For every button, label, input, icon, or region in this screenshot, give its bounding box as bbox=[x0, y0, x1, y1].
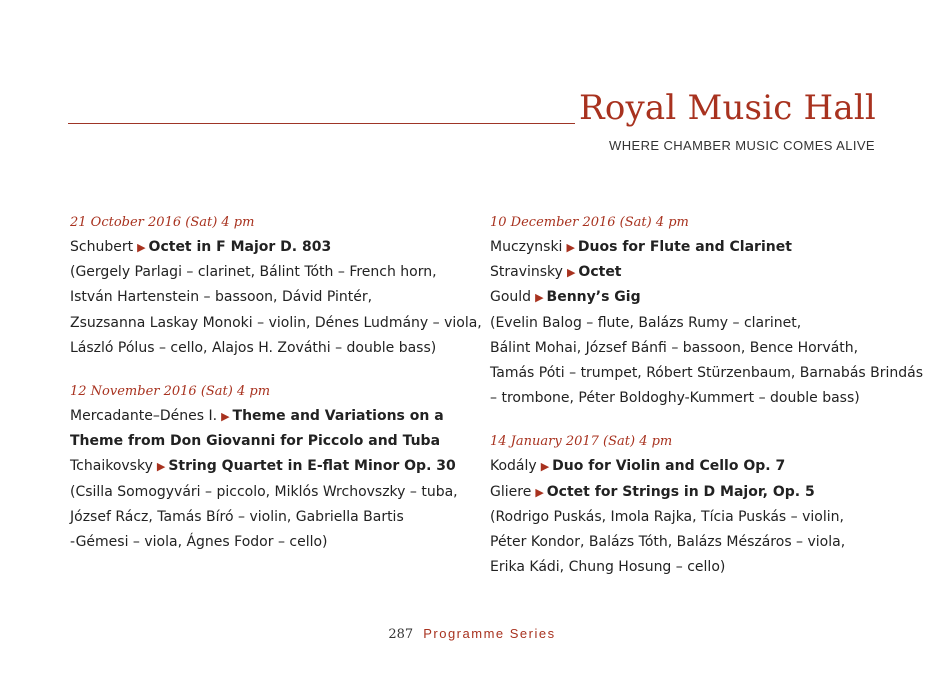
performer-line: Péter Kondor, Balázs Tóth, Balázs Mészáros – viola, bbox=[490, 534, 846, 551]
concert-date: 21 October 2016 (Sat) 4 pm bbox=[70, 215, 255, 230]
header-rule bbox=[68, 123, 575, 124]
composer-name: Muczynski bbox=[490, 239, 563, 255]
concert-entry bbox=[70, 210, 482, 361]
composer-name: Gliere bbox=[490, 483, 532, 500]
work-title: Octet in F Major D. 803 bbox=[148, 239, 332, 255]
composer-name: Mercadante–Dénes I. bbox=[70, 408, 218, 425]
page-footer bbox=[0, 626, 944, 642]
program-piece bbox=[70, 404, 470, 429]
performer-line: László Pólus – cello, Alajos H. Zováthi – double bass) bbox=[70, 339, 437, 356]
performer-line: Erika Kádi, Chung Hosung – cello) bbox=[490, 559, 726, 576]
performer-line: (Rodrigo Puskás, Imola Rajka, Tícia Puskás – violin, bbox=[490, 508, 844, 525]
program-piece bbox=[490, 235, 890, 260]
performer-line: – trombone, Péter Boldoghy-Kummert – double bass) bbox=[490, 390, 860, 407]
play-arrow-icon: ▶ bbox=[535, 291, 544, 305]
work-title: Theme and Variations on a bbox=[232, 408, 444, 425]
performer-line: Bálint Mohai, József Bánfi – bassoon, Bence Horváth, bbox=[490, 339, 859, 356]
concert-date: 10 December 2016 (Sat) 4 pm bbox=[490, 215, 689, 230]
performer-line: József Rácz, Tamás Bíró – violin, Gabriella Bartis bbox=[70, 508, 404, 525]
page-number: 287 bbox=[388, 627, 414, 642]
program-piece bbox=[70, 235, 470, 260]
performer-line: István Hartenstein – bassoon, Dávid Pintér, bbox=[70, 289, 373, 306]
play-arrow-icon: ▶ bbox=[566, 266, 576, 280]
play-arrow-icon: ▶ bbox=[137, 241, 146, 254]
performer-line: (Gergely Parlagi – clarinet, Bálint Tóth – French horn, bbox=[70, 264, 437, 281]
right-column bbox=[490, 210, 924, 598]
work-title: String Quartet in E-flat Minor Op. 30 bbox=[168, 458, 456, 475]
composer-name: Stravinsky bbox=[490, 264, 563, 281]
composer-name: Gould bbox=[490, 289, 532, 306]
program-piece bbox=[70, 454, 470, 479]
composer-name: Schubert bbox=[70, 239, 134, 255]
performer-line: (Evelin Balog – flute, Balázs Rumy – clarinet, bbox=[490, 314, 802, 331]
section-label: Programme Series bbox=[423, 626, 556, 641]
program-piece bbox=[490, 285, 890, 310]
concert-date: 14 January 2017 (Sat) 4 pm bbox=[490, 434, 673, 450]
program-piece bbox=[490, 260, 890, 285]
performer-line: (Csilla Somogyvári – piccolo, Miklós Wrchovszky – tuba, bbox=[70, 483, 458, 500]
play-arrow-icon: ▶ bbox=[566, 241, 575, 254]
venue-tagline: WHERE CHAMBER MUSIC COMES ALIVE bbox=[609, 138, 875, 153]
composer-name: Kodály bbox=[490, 458, 537, 475]
performer-line: Zsuzsanna Laskay Monoki – violin, Dénes Ludmány – viola, bbox=[70, 314, 482, 331]
program-piece bbox=[490, 454, 890, 479]
performer-line: Tamás Póti – trumpet, Róbert Stürzenbaum, Barnabás Brindás bbox=[490, 365, 924, 382]
concert-entry bbox=[490, 429, 890, 580]
work-title: Benny’s Gig bbox=[546, 289, 641, 306]
work-title: Octet for Strings in D Major, Op. 5 bbox=[546, 483, 815, 500]
venue-title: Royal Music Hall bbox=[579, 88, 876, 128]
left-column bbox=[70, 210, 482, 573]
play-arrow-icon: ▶ bbox=[156, 460, 166, 474]
play-arrow-icon: ▶ bbox=[221, 410, 230, 424]
concert-entry bbox=[490, 210, 924, 411]
concert-entry bbox=[70, 379, 470, 555]
work-title: Octet bbox=[578, 264, 622, 281]
program-piece bbox=[490, 480, 890, 505]
work-title-continued: Theme from Don Giovanni for Piccolo and Tuba bbox=[70, 433, 441, 450]
play-arrow-icon: ▶ bbox=[540, 460, 550, 474]
composer-name: Tchaikovsky bbox=[70, 458, 153, 475]
performer-line: -Gémesi – viola, Ágnes Fodor – cello) bbox=[70, 534, 328, 551]
play-arrow-icon: ▶ bbox=[535, 485, 544, 499]
work-title: Duos for Flute and Clarinet bbox=[577, 239, 792, 255]
work-title: Duo for Violin and Cello Op. 7 bbox=[552, 458, 786, 475]
concert-date: 12 November 2016 (Sat) 4 pm bbox=[70, 384, 271, 400]
